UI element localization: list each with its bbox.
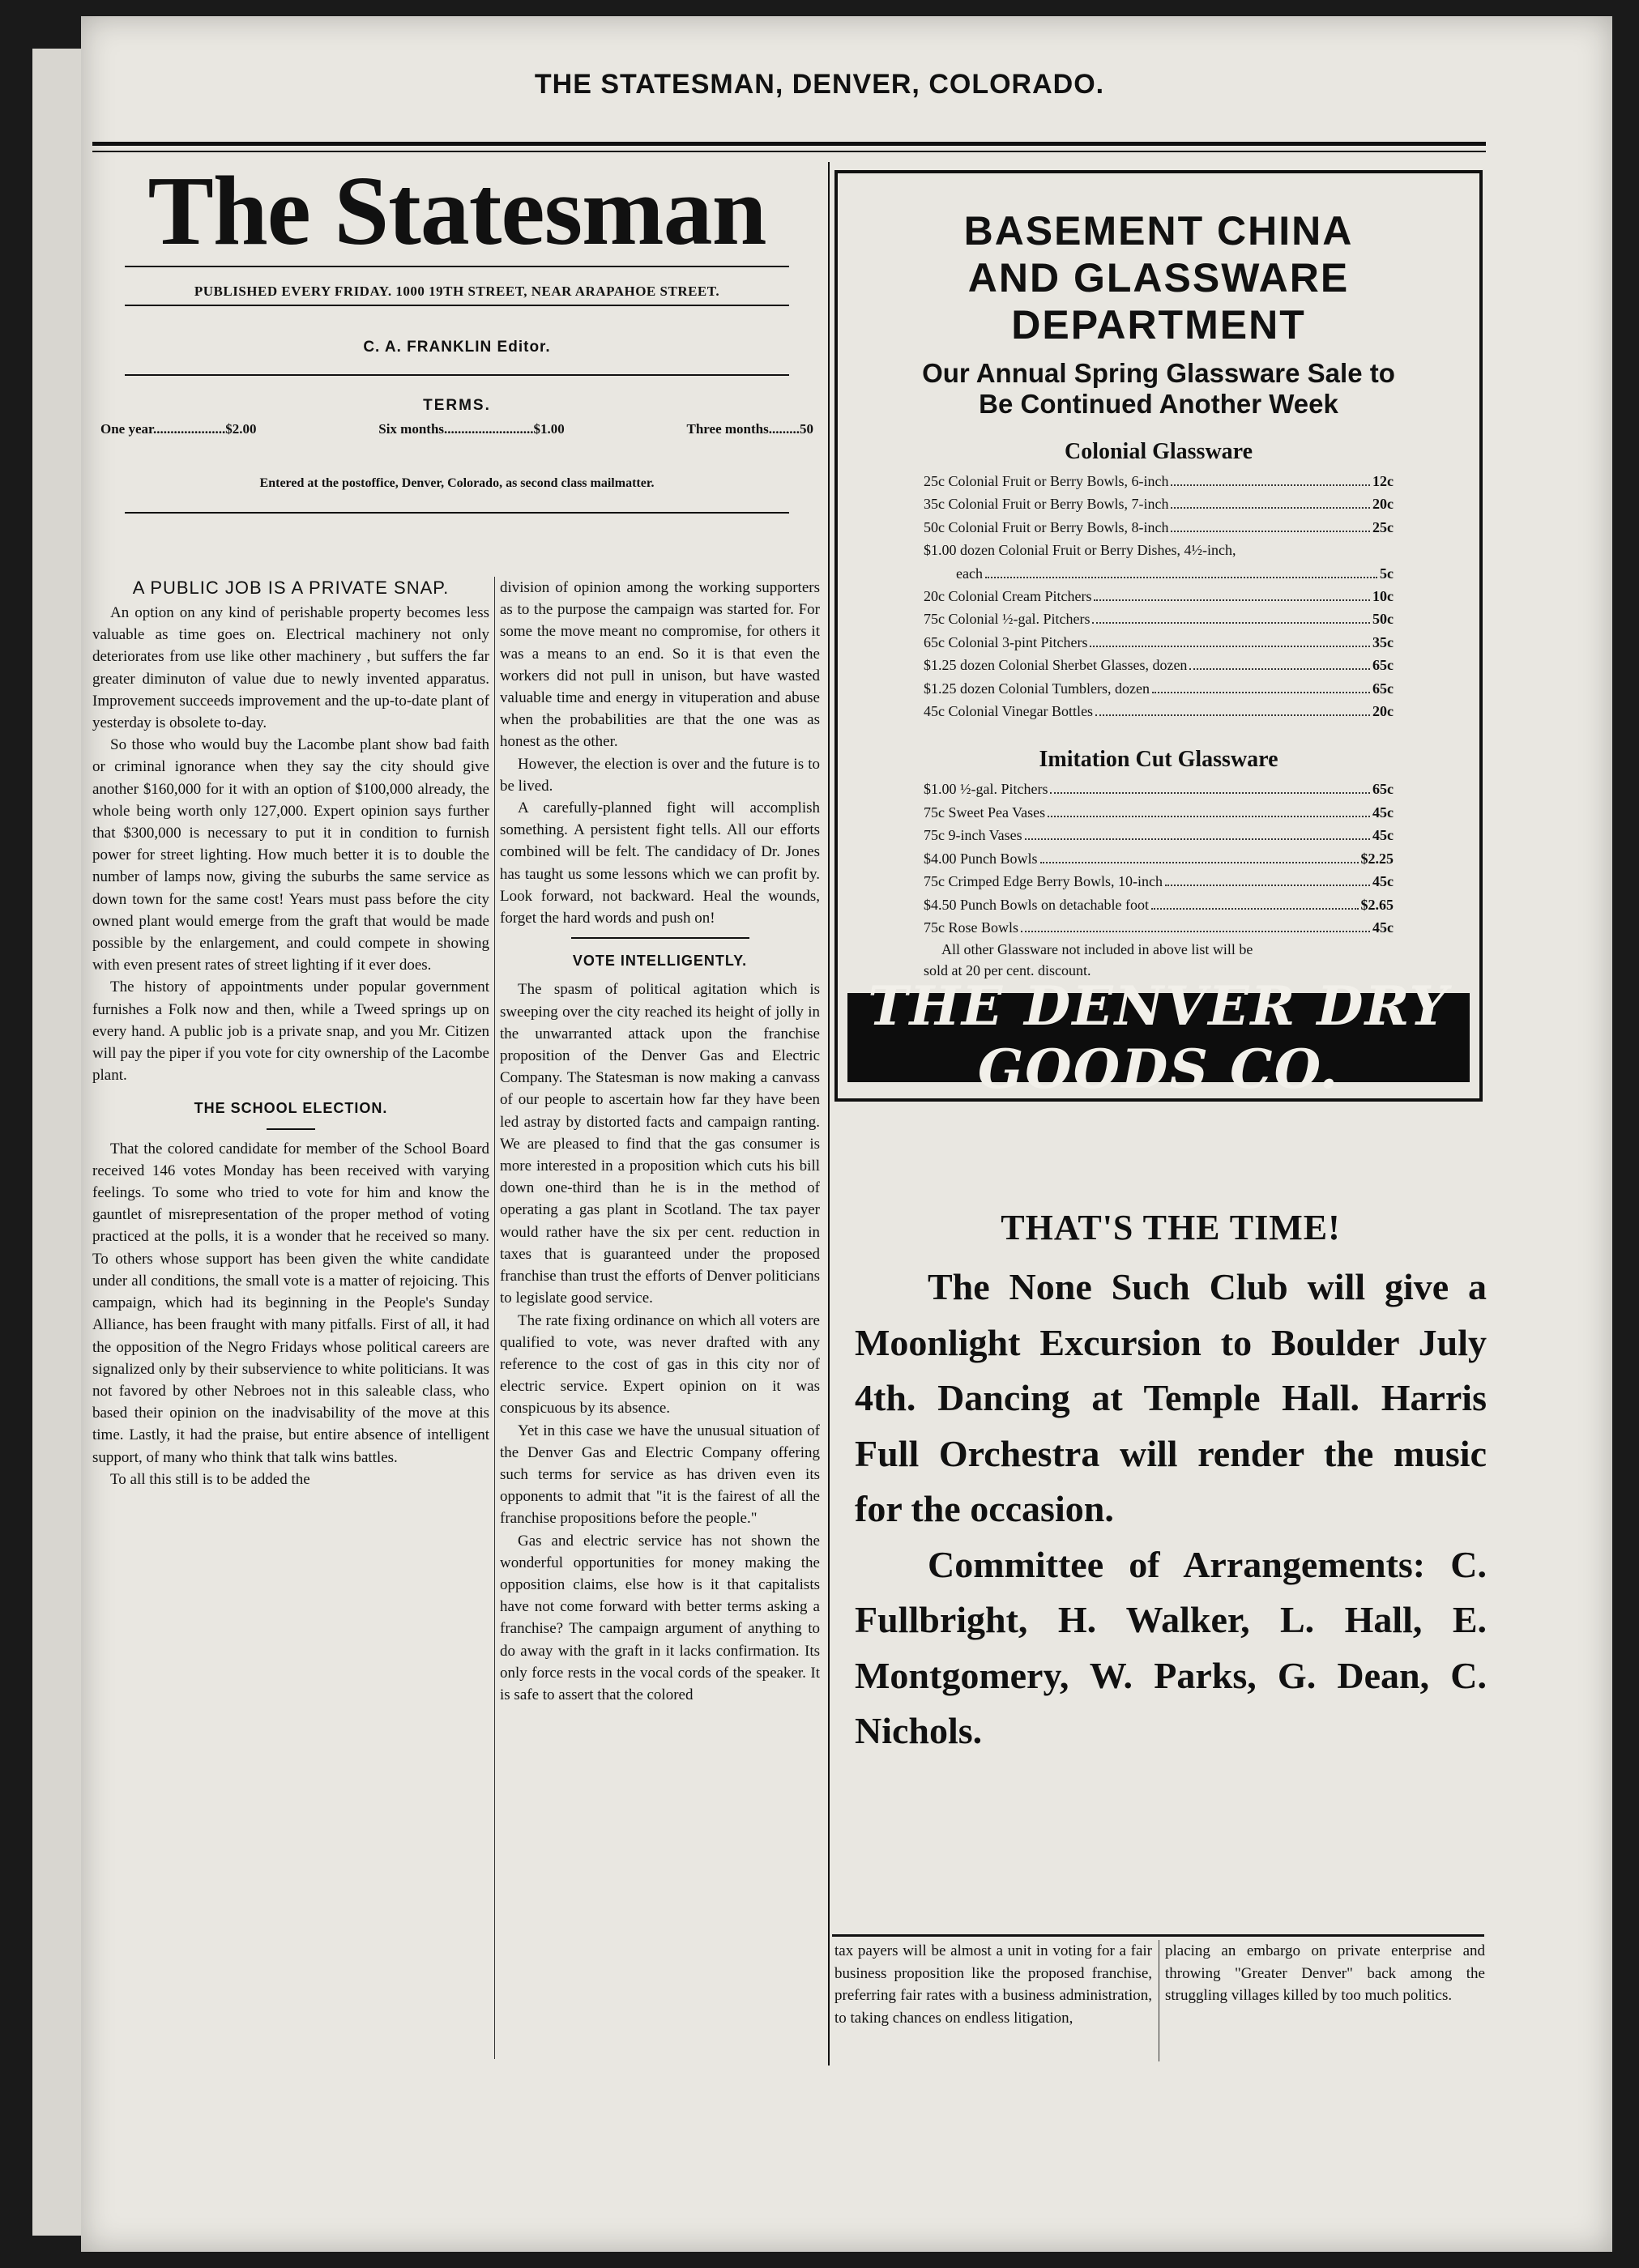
ad-title-line: BASEMENT CHINA [963,208,1354,254]
price-row [924,916,1394,939]
price-item: 75c Colonial ½-gal. Pitchers [924,611,1091,628]
price-value: 25c [1372,518,1394,535]
store-logo-banner: THE DENVER DRY GOODS CO. [847,993,1470,1082]
article-paragraph: The rate fixing ordinance on which all voters are qualified to vote, was never drafted with any reference to the cost of gas in this city nor of electric service. Expert opinion on it was conspicuous by its absence. [500,1311,820,1418]
article-paragraph: However, the election is over and the future is to be lived. [500,755,820,795]
bottom-column-1: tax payers will be almost a unit in voting for a fair business proposition like the proposed franchise, preferring fair rates with a business administration, to taking chances on endless litigation, [834,1942,1152,2027]
price-leader [1021,931,1370,932]
price-leader [1040,862,1359,863]
price-item: 20c Colonial Cream Pitchers [924,588,1092,605]
price-item: 45c Colonial Vinegar Bottles [924,703,1094,720]
price-list [924,470,1394,723]
announcement-text: The None Such Club will give a Moonlight Excursion to Boulder July 4th. Dancing at Temple Hall. Harris Full Orchestra will render the music for the occasion. [855,1266,1487,1529]
price-leader [1152,692,1370,693]
price-row [924,778,1394,800]
article-headline: A PUBLIC JOB IS A PRIVATE SNAP. [132,578,450,598]
price-item: $1.25 dozen Colonial Tumblers, dozen [924,680,1150,697]
glassware-advertisement [834,170,1483,1102]
price-leader [1171,507,1370,509]
price-item: 35c Colonial Fruit or Berry Bowls, 7-inch [924,496,1169,513]
ad-subtitle-line: Be Continued Another Week [979,389,1338,419]
top-rule [92,142,1486,146]
price-leader [1025,838,1370,840]
price-row [924,539,1394,561]
term-one-year: One year.....................$2.00 [100,421,257,437]
column-divider [828,162,830,2066]
price-item: $1.25 dozen Colonial Sherbet Glasses, dozen [924,657,1188,674]
masthead [92,156,822,518]
terms-row [92,421,822,437]
price-item: 75c Rose Bowls [924,919,1018,936]
price-row [924,562,1394,585]
price-row [924,847,1394,870]
article-paragraph: The history of appointments under popular government furnishes a Folk now and then, while a Tweed springs up on every hand. A public job is a private snap, and you Mr. Citizen will pay the piper if you vote for city ownership of the Lacombe plant. [92,978,489,1085]
price-value: 35c [1372,633,1394,650]
bottom-column-2: placing an embargo on private enterprise and throwing "Greater Denver" back among the struggling villages killed by too much politics. [1165,1942,1485,2005]
entered-notice: Entered at the postoffice, Denver, Colorado, as second class mailmatter. [259,476,655,490]
masthead-rule [125,374,789,376]
article-paragraph: Yet in this case we have the unusual situation of the Denver Gas and Electric Company offering such terms for service as has driven even its opponents to admit that "it is the fairest of all the franchise propositions before the people." [500,1422,820,1528]
price-row [924,470,1394,492]
top-rule-thin [92,151,1486,152]
price-row [924,700,1394,723]
price-leader [1171,531,1370,532]
ad-title [838,207,1479,348]
price-item: $4.50 Punch Bowls on detachable foot [924,896,1149,913]
price-row [924,585,1394,608]
price-leader [1165,885,1370,886]
ad-subtitle [838,358,1479,420]
price-value: 20c [1372,496,1394,513]
price-leader [1171,484,1370,486]
price-value: 65c [1372,781,1394,798]
price-value: 65c [1372,657,1394,674]
headline-rule [267,1128,315,1130]
price-row [924,631,1394,654]
bottom-rule [832,1934,1484,1937]
ad-subtitle-line: Our Annual Spring Glassware Sale to [922,358,1395,388]
announcement-body [855,1260,1487,1759]
price-value: $2.25 [1360,850,1394,867]
price-row [924,824,1394,846]
price-value: 20c [1372,703,1394,720]
price-leader [1050,792,1370,794]
ad-section-title: Imitation Cut Glassware [1039,747,1278,773]
price-leader [1151,908,1359,910]
price-leader [1092,622,1370,624]
price-item: 75c Sweet Pea Vases [924,804,1046,821]
price-leader [1189,668,1370,670]
price-row [924,608,1394,630]
price-list [924,778,1394,939]
price-value: 10c [1372,588,1394,605]
article-paragraph: So those who would buy the Lacombe plant show bad faith or criminal ignorance when they say the city should give another $160,000 for it with an option of $100,000 already, the whole being worth only 127,000. Expert opinion says further that $300,000 is necessary to put it in condition to furnish power for street lighting. How much better it is to double the number of lamps now, giving the suburbs the same service as down town for the same cost! Years must pass before the city owned plant would emerge from the graft that would be made possible by the enlargement, and could compete in showing with even present rates of street lighting if it ever does. [92,736,489,974]
price-leader [1094,599,1370,601]
article-paragraph: The spasm of political agitation which is sweeping over the city reached its height of jolly in the unwarranted attack upon the franchise proposition of the Denver Gas and Electric Company. The Statesman is now making a canvass of our people to ascertain how far they have been led astray by distorted facts and campaign ranting. We are pleased to find that the gas consumer is more interested in a proposition which cuts his bill down one-third than he is in the method of operating a gas plant in Scotland. The tax payer would rather have the six per cent. reduction in taxes that is guaranteed under the proposed franchise than trust the efforts of Denver politicians to legislate good service. [500,981,820,1307]
section-rule [571,937,749,939]
article-paragraph: That the colored candidate for member of the School Board received 146 votes Monday has been received with varying feelings. To some who tried to vote for him and know the gauntlet of misrepresentation of the proper method of voting practiced at the polls, it is a wonder that he received so many. To others whose support has been given the white candidate under all conditions, the small vote is a matter of rejoicing. This campaign, which had its beginning in the People's Sunday Alliance, has been fraught with many pitfalls. First of all, it had the opposition of the Negro Fridays whose political careers are signalized only by their subservience to white politicians. It was not favored by other Nebroes not in this saleable class, who based their opinion on the inadvisability of the move at this time. Lastly, it had the praise, but entire absence of intelligent support, of many who think that talk wins battles. [92,1140,489,1466]
article-paragraph: division of opinion among the working supporters as to the purpose the campaign was started for. For some the move meant no compromise, for others it was a means to an end. So it is that even the workers did not pull in unison, but have wasted valuable time and energy in vituperation and abuse when the probabilities are that the one was as honest as the other. [500,579,820,751]
price-value: 65c [1372,680,1394,697]
price-row [924,654,1394,676]
price-item: 25c Colonial Fruit or Berry Bowls, 6-inch [924,473,1169,489]
column-1 [92,577,489,1490]
price-item: $4.00 Punch Bowls [924,850,1038,867]
price-leader [1090,646,1370,647]
price-item: 65c Colonial 3-pint Pitchers [924,633,1088,650]
price-row [924,801,1394,824]
price-item: $1.00 ½-gal. Pitchers [924,781,1048,798]
article-paragraph: To all this still is to be added the [110,1470,310,1488]
price-item: 50c Colonial Fruit or Berry Bowls, 8-inch [924,518,1169,535]
price-value: 45c [1372,873,1394,890]
note-line: sold at 20 per cent. discount. [924,962,1091,979]
masthead-rule [125,266,789,267]
price-item: 75c Crimped Edge Berry Bowls, 10-inch [924,873,1163,890]
article-headline: THE SCHOOL ELECTION. [194,1100,388,1117]
price-row [924,677,1394,700]
price-value: 50c [1372,611,1394,628]
article-paragraph: An option on any kind of perishable property becomes less valuable as time goes on. Electrical machinery not only deteriorates from use like other machinery , but suffers the far greater diminuton of value due to newly invented apparatus. Improvement succeeds improvement and the up-to-date plant of yesterday is obsolete to-day. [92,604,489,732]
price-leader [1048,816,1370,817]
price-value: 45c [1372,919,1394,936]
price-value: 12c [1372,473,1394,489]
article-paragraph: Gas and electric service has not shown the wonderful opportunities for money making the opposition claims, else how is it that capitalists have not come forward with better terms asking a franchise? The campaign argument of anything to do away with the graft in it lacks confirmation. Its only force rests in the vocal cords of the speaker. It is safe to assert that the colored [500,1532,820,1703]
price-leader [1095,714,1370,716]
article-paragraph: A carefully-planned fight will accomplish something. A persistent fight tells. All our efforts combined will be felt. The candidacy of Dr. Jones has taught us some lessons which we can profit by. Look forward, not backward. Heal the wounds, forget the hard words and push on! [500,799,820,927]
note-line: All other Glassware not included in above list will be [941,941,1253,958]
price-item: each [956,565,983,582]
committee-text: Committee of Arrangements: C. Fullbright, H. Walker, L. Hall, E. Montgomery, W. Parks, G. Dean, C. Nichols. [855,1543,1487,1751]
masthead-title: The Statesman [147,156,766,266]
price-value: 45c [1372,804,1394,821]
ad-section-title: Colonial Glassware [1064,439,1253,464]
price-leader [985,577,1377,578]
terms-title: TERMS. [423,397,491,414]
ad-title-line: DEPARTMENT [1011,302,1306,347]
excursion-announcement [855,1207,1487,1759]
announcement-title: THAT'S THE TIME! [1001,1208,1341,1247]
price-row [924,893,1394,916]
term-six-months: Six months..........................$1.00 [378,421,565,437]
ad-title-line: AND GLASSWARE [967,255,1350,301]
article-headline: VOTE INTELLIGENTLY. [572,953,748,970]
editor-line: C. A. FRANKLIN Editor. [363,339,551,356]
price-item: $1.00 dozen Colonial Fruit or Berry Dishes, 4½-inch, [924,542,1236,559]
price-value: 45c [1372,827,1394,844]
masthead-rule [125,512,789,514]
price-value: 5c [1380,565,1394,582]
price-item: 75c 9-inch Vases [924,827,1022,844]
term-three-months: Three months.........50 [686,421,813,437]
masthead-rule [125,305,789,306]
price-row [924,870,1394,893]
price-row [924,492,1394,515]
column-2 [500,577,820,1706]
column-divider [494,577,495,2059]
price-row [924,516,1394,539]
publication-line: PUBLISHED EVERY FRIDAY. 1000 19TH STREET, NEAR ARAPAHOE STREET. [194,284,720,299]
running-head: THE STATESMAN, DENVER, COLORADO. [534,69,1105,100]
price-value: $2.65 [1360,896,1394,913]
